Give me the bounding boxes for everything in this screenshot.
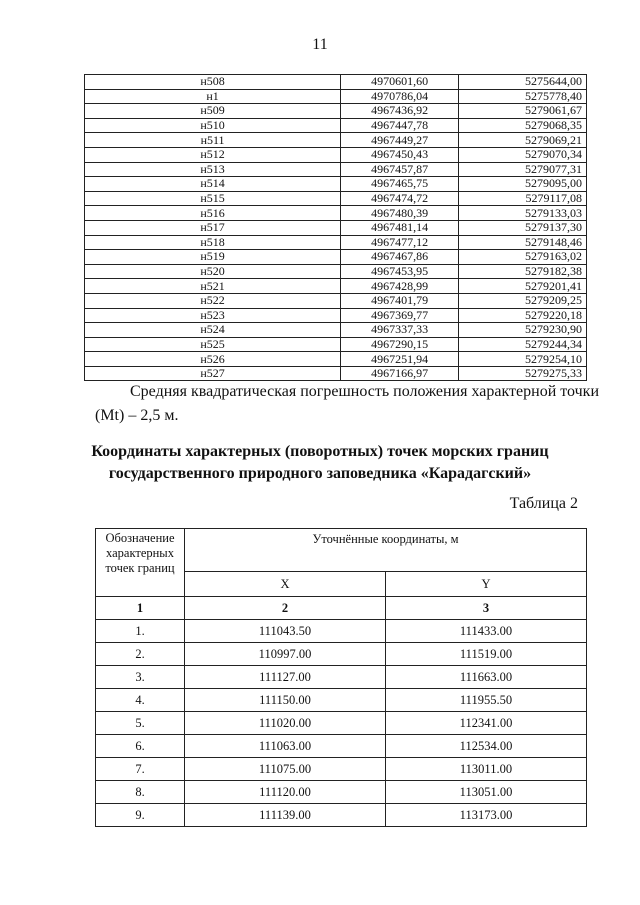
y-coordinate-cell: 5279230,90 — [459, 323, 587, 338]
point-id-cell: н515 — [85, 191, 341, 206]
y-coordinate-cell: 5279077,31 — [459, 162, 587, 177]
table-row — [85, 235, 587, 250]
table-row — [96, 758, 587, 781]
table-row — [85, 352, 587, 367]
x-coordinate-cell: 111063.00 — [185, 735, 386, 758]
table-row — [96, 689, 587, 712]
x-coordinate-cell: 4967290,15 — [341, 337, 459, 352]
point-id-cell: н512 — [85, 147, 341, 162]
x-coordinate-cell: 111043.50 — [185, 620, 386, 643]
table-row — [96, 666, 587, 689]
table-row — [96, 712, 587, 735]
point-number-cell: 1. — [96, 620, 185, 643]
table-caption: Таблица 2 — [509, 495, 578, 512]
y-coordinate-cell: 5279070,34 — [459, 147, 587, 162]
x-coordinate-cell: 4967477,12 — [341, 235, 459, 250]
point-id-cell: н511 — [85, 133, 341, 148]
point-number-cell: 7. — [96, 758, 185, 781]
point-id-cell: н514 — [85, 177, 341, 192]
y-coordinate-cell: 5279095,00 — [459, 177, 587, 192]
y-coordinate-cell: 113011.00 — [386, 758, 587, 781]
y-coordinate-cell: 111433.00 — [386, 620, 587, 643]
table-row — [85, 366, 587, 381]
accuracy-note-line2: (Mt) – 2,5 м. — [95, 407, 179, 424]
y-coordinate-cell: 5279244,34 — [459, 337, 587, 352]
x-coordinate-cell: 4967166,97 — [341, 366, 459, 381]
table-row — [85, 104, 587, 119]
column-number: 3 — [386, 597, 587, 620]
x-coordinate-cell: 4967401,79 — [341, 293, 459, 308]
x-coordinate-cell: 4970601,60 — [341, 75, 459, 90]
table-row — [85, 337, 587, 352]
point-number-cell: 4. — [96, 689, 185, 712]
x-coordinate-cell: 111020.00 — [185, 712, 386, 735]
table-row — [85, 133, 587, 148]
x-coordinate-cell: 4967481,14 — [341, 220, 459, 235]
point-number-cell: 9. — [96, 804, 185, 827]
table-row — [85, 279, 587, 294]
point-id-cell: н522 — [85, 293, 341, 308]
x-coordinate-cell: 111120.00 — [185, 781, 386, 804]
table-row — [96, 620, 587, 643]
coordinates-table-continued — [84, 74, 587, 381]
point-id-cell: н523 — [85, 308, 341, 323]
point-id-cell: н521 — [85, 279, 341, 294]
point-number-cell: 5. — [96, 712, 185, 735]
table-row — [96, 643, 587, 666]
point-id-cell: н517 — [85, 220, 341, 235]
header-y: Y — [386, 572, 587, 597]
y-coordinate-cell: 113173.00 — [386, 804, 587, 827]
x-coordinate-cell: 4970786,04 — [341, 89, 459, 104]
table-row — [85, 118, 587, 133]
table-row — [85, 308, 587, 323]
x-coordinate-cell: 4967449,27 — [341, 133, 459, 148]
y-coordinate-cell: 112341.00 — [386, 712, 587, 735]
coordinates-table-2 — [95, 528, 587, 827]
y-coordinate-cell: 113051.00 — [386, 781, 587, 804]
table-row — [85, 75, 587, 90]
y-coordinate-cell: 111955.50 — [386, 689, 587, 712]
x-coordinate-cell: 4967337,33 — [341, 323, 459, 338]
table-row — [85, 323, 587, 338]
point-id-cell: н518 — [85, 235, 341, 250]
point-number-cell: 6. — [96, 735, 185, 758]
table-row — [85, 206, 587, 221]
section-heading-line1: Координаты характерных (поворотных) точек морских границ — [91, 443, 549, 460]
table-row — [85, 191, 587, 206]
point-number-cell: 8. — [96, 781, 185, 804]
point-id-cell: н508 — [85, 75, 341, 90]
y-coordinate-cell: 5279209,25 — [459, 293, 587, 308]
table-row — [85, 220, 587, 235]
x-coordinate-cell: 4967428,99 — [341, 279, 459, 294]
column-number: 2 — [185, 597, 386, 620]
y-coordinate-cell: 5279201,41 — [459, 279, 587, 294]
y-coordinate-cell: 112534.00 — [386, 735, 587, 758]
table-row — [96, 735, 587, 758]
y-coordinate-cell: 5279254,10 — [459, 352, 587, 367]
header-x: X — [185, 572, 386, 597]
point-id-cell: н1 — [85, 89, 341, 104]
point-id-cell: н509 — [85, 104, 341, 119]
x-coordinate-cell: 111150.00 — [185, 689, 386, 712]
y-coordinate-cell: 111519.00 — [386, 643, 587, 666]
point-id-cell: н525 — [85, 337, 341, 352]
header-point-designation: Обозначение характерных точек границ — [96, 529, 185, 597]
y-coordinate-cell: 5279148,46 — [459, 235, 587, 250]
y-coordinate-cell: 5279117,08 — [459, 191, 587, 206]
y-coordinate-cell: 5275778,40 — [459, 89, 587, 104]
table-row — [85, 250, 587, 265]
y-coordinate-cell: 5279068,35 — [459, 118, 587, 133]
y-coordinate-cell: 5279133,03 — [459, 206, 587, 221]
x-coordinate-cell: 4967465,75 — [341, 177, 459, 192]
table-row — [85, 293, 587, 308]
point-id-cell: н516 — [85, 206, 341, 221]
page-number: 11 — [312, 36, 328, 53]
x-coordinate-cell: 4967474,72 — [341, 191, 459, 206]
y-coordinate-cell: 5279220,18 — [459, 308, 587, 323]
header-coordinates-group: Уточнённые координаты, м — [185, 529, 587, 572]
point-id-cell: н519 — [85, 250, 341, 265]
column-number: 1 — [96, 597, 185, 620]
point-id-cell: н526 — [85, 352, 341, 367]
table-row — [96, 804, 587, 827]
y-coordinate-cell: 5279163,02 — [459, 250, 587, 265]
table-row — [85, 177, 587, 192]
point-id-cell: н513 — [85, 162, 341, 177]
y-coordinate-cell: 5275644,00 — [459, 75, 587, 90]
x-coordinate-cell: 4967436,92 — [341, 104, 459, 119]
table-row — [85, 162, 587, 177]
x-coordinate-cell: 4967467,86 — [341, 250, 459, 265]
table-row — [85, 264, 587, 279]
point-id-cell: н510 — [85, 118, 341, 133]
y-coordinate-cell: 5279069,21 — [459, 133, 587, 148]
y-coordinate-cell: 5279061,67 — [459, 104, 587, 119]
x-coordinate-cell: 111127.00 — [185, 666, 386, 689]
point-id-cell: н520 — [85, 264, 341, 279]
table-row — [96, 781, 587, 804]
table-row — [85, 89, 587, 104]
x-coordinate-cell: 4967453,95 — [341, 264, 459, 279]
section-heading-line2: государственного природного заповедника «Карадагский» — [108, 465, 532, 482]
x-coordinate-cell: 111139.00 — [185, 804, 386, 827]
point-id-cell: н527 — [85, 366, 341, 381]
x-coordinate-cell: 110997.00 — [185, 643, 386, 666]
x-coordinate-cell: 4967480,39 — [341, 206, 459, 221]
y-coordinate-cell: 5279275,33 — [459, 366, 587, 381]
point-number-cell: 3. — [96, 666, 185, 689]
point-id-cell: н524 — [85, 323, 341, 338]
x-coordinate-cell: 4967447,78 — [341, 118, 459, 133]
x-coordinate-cell: 4967450,43 — [341, 147, 459, 162]
x-coordinate-cell: 4967369,77 — [341, 308, 459, 323]
accuracy-note-line1: Средняя квадратическая погрешность положения характерной точки — [130, 383, 600, 400]
point-number-cell: 2. — [96, 643, 185, 666]
x-coordinate-cell: 4967457,87 — [341, 162, 459, 177]
y-coordinate-cell: 5279182,38 — [459, 264, 587, 279]
table-row — [85, 147, 587, 162]
y-coordinate-cell: 111663.00 — [386, 666, 587, 689]
x-coordinate-cell: 4967251,94 — [341, 352, 459, 367]
x-coordinate-cell: 111075.00 — [185, 758, 386, 781]
y-coordinate-cell: 5279137,30 — [459, 220, 587, 235]
